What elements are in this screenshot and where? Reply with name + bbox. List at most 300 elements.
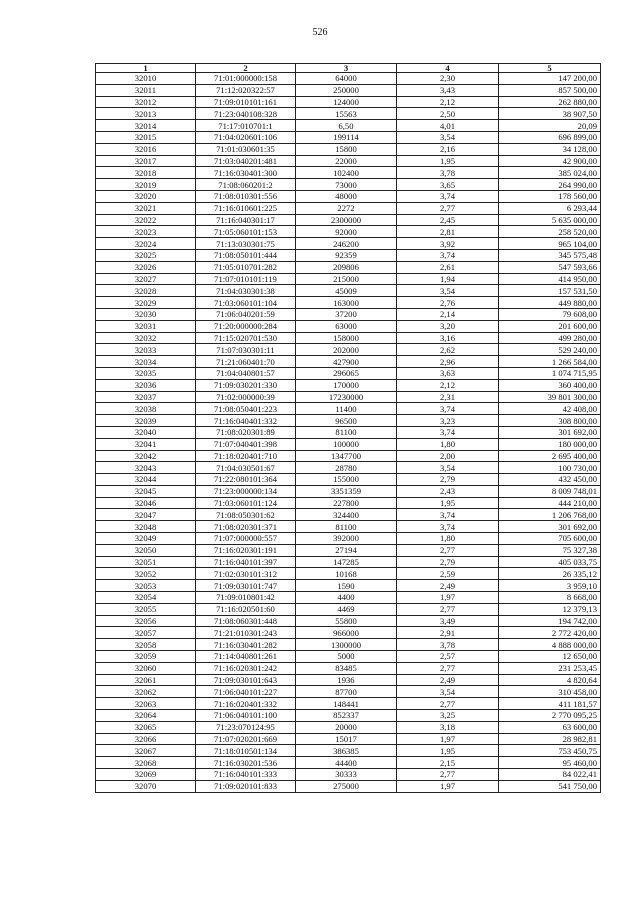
amount-cell: 79 608,00 (499, 308, 601, 320)
cadastral-number-cell: 71:09:030101:747 (196, 580, 296, 592)
cadastral-number-cell: 71:21:010301:243 (196, 627, 296, 639)
cadastral-number-cell: 71:18:020401:710 (196, 450, 296, 462)
row-number-cell: 32024 (96, 238, 196, 250)
area-cell: 324400 (296, 509, 397, 521)
area-cell: 392000 (296, 533, 397, 545)
row-number-cell: 32023 (96, 226, 196, 238)
area-cell: 20000 (296, 721, 397, 733)
area-cell: 1590 (296, 580, 397, 592)
table-header (96, 64, 601, 73)
cadastral-number-cell: 71:09:030101:643 (196, 674, 296, 686)
rate-cell: 2,61 (397, 261, 499, 273)
header-col-4: 4 (397, 64, 499, 73)
row-number-cell: 32018 (96, 167, 196, 179)
row-number-cell: 32035 (96, 367, 196, 379)
table-row (96, 544, 601, 556)
row-number-cell: 32022 (96, 214, 196, 226)
table-row (96, 780, 601, 792)
rate-cell: 3,25 (397, 710, 499, 722)
cadastral-number-cell: 71:09:010801:42 (196, 592, 296, 604)
row-number-cell: 32013 (96, 108, 196, 120)
amount-cell: 258 520,00 (499, 226, 601, 238)
rate-cell: 2,77 (397, 662, 499, 674)
cadastral-number-cell: 71:04:030301:38 (196, 285, 296, 297)
cadastral-number-cell: 71:02:000000:39 (196, 391, 296, 403)
area-cell: 147285 (296, 556, 397, 568)
rate-cell: 2,50 (397, 108, 499, 120)
area-cell: 83485 (296, 662, 397, 674)
amount-cell: 405 033,75 (499, 556, 601, 568)
row-number-cell: 32049 (96, 533, 196, 545)
table-row (96, 84, 601, 96)
area-cell: 227800 (296, 497, 397, 509)
row-number-cell: 32070 (96, 780, 196, 792)
area-cell: 852337 (296, 710, 397, 722)
area-cell: 63000 (296, 320, 397, 332)
area-cell: 1347700 (296, 450, 397, 462)
table-row (96, 190, 601, 202)
page-number: 526 (312, 27, 328, 38)
row-number-cell: 32052 (96, 568, 196, 580)
table-row (96, 214, 601, 226)
table-row (96, 238, 601, 250)
amount-cell: 1 074 715,95 (499, 367, 601, 379)
amount-cell: 42 408,00 (499, 403, 601, 415)
table-row (96, 438, 601, 450)
rate-cell: 2,77 (397, 603, 499, 615)
area-cell: 48000 (296, 190, 397, 202)
amount-cell: 28 982,81 (499, 733, 601, 745)
area-cell: 81100 (296, 521, 397, 533)
area-cell: 4469 (296, 603, 397, 615)
amount-cell: 180 000,00 (499, 438, 601, 450)
row-number-cell: 32031 (96, 320, 196, 332)
cadastral-number-cell: 71:21:060401:70 (196, 356, 296, 368)
rate-cell: 3,74 (397, 521, 499, 533)
row-number-cell: 32058 (96, 639, 196, 651)
rate-cell: 3,20 (397, 320, 499, 332)
amount-cell: 95 460,00 (499, 757, 601, 769)
rate-cell: 2,31 (397, 391, 499, 403)
table-row (96, 485, 601, 497)
table-row (96, 96, 601, 108)
rate-cell: 3,78 (397, 639, 499, 651)
amount-cell: 4 820,64 (499, 674, 601, 686)
table-row (96, 73, 601, 85)
rate-cell: 2,43 (397, 485, 499, 497)
amount-cell: 360 400,00 (499, 379, 601, 391)
row-number-cell: 32037 (96, 391, 196, 403)
table-row (96, 450, 601, 462)
area-cell: 1300000 (296, 639, 397, 651)
amount-cell: 705 600,00 (499, 533, 601, 545)
cadastral-number-cell: 71:23:000000:134 (196, 485, 296, 497)
cadastral-number-cell: 71:01:030601:35 (196, 143, 296, 155)
area-cell: 37200 (296, 308, 397, 320)
amount-cell: 547 593,66 (499, 261, 601, 273)
table-row (96, 403, 601, 415)
area-cell: 92000 (296, 226, 397, 238)
cadastral-number-cell: 71:08:060301:448 (196, 615, 296, 627)
area-cell: 44400 (296, 757, 397, 769)
row-number-cell: 32011 (96, 84, 196, 96)
amount-cell: 100 730,00 (499, 462, 601, 474)
table-row (96, 462, 601, 474)
rate-cell: 2,14 (397, 308, 499, 320)
table-row (96, 556, 601, 568)
area-cell: 55800 (296, 615, 397, 627)
rate-cell: 3,92 (397, 238, 499, 250)
rate-cell: 2,77 (397, 544, 499, 556)
cadastral-number-cell: 71:01:000000:158 (196, 73, 296, 85)
cadastral-number-cell: 71:16:040301:17 (196, 214, 296, 226)
cadastral-number-cell: 71:03:060101:104 (196, 297, 296, 309)
area-cell: 148441 (296, 698, 397, 710)
row-number-cell: 32068 (96, 757, 196, 769)
cadastral-number-cell: 71:16:030401:300 (196, 167, 296, 179)
table-row (96, 332, 601, 344)
row-number-cell: 32027 (96, 273, 196, 285)
cadastral-number-cell: 71:16:020401:332 (196, 698, 296, 710)
cadastral-number-cell: 71:12:020322:57 (196, 84, 296, 96)
area-cell: 27194 (296, 544, 397, 556)
table-row (96, 627, 601, 639)
rate-cell: 1,80 (397, 533, 499, 545)
table-row (96, 367, 601, 379)
row-number-cell: 32040 (96, 426, 196, 438)
amount-cell: 449 880,00 (499, 297, 601, 309)
row-number-cell: 32044 (96, 474, 196, 486)
area-cell: 5000 (296, 651, 397, 663)
rate-cell: 3,74 (397, 509, 499, 521)
header-row (96, 64, 601, 73)
row-number-cell: 32014 (96, 120, 196, 132)
cadastral-number-cell: 71:16:040401:332 (196, 415, 296, 427)
amount-cell: 3 959,10 (499, 580, 601, 592)
row-number-cell: 32019 (96, 179, 196, 191)
amount-cell: 34 128,00 (499, 143, 601, 155)
area-cell: 6,50 (296, 120, 397, 132)
table-row (96, 662, 601, 674)
area-cell: 30333 (296, 769, 397, 781)
amount-cell: 2 695 400,00 (499, 450, 601, 462)
area-cell: 102400 (296, 167, 397, 179)
rate-cell: 3,54 (397, 462, 499, 474)
area-cell: 163000 (296, 297, 397, 309)
rate-cell: 3,43 (397, 84, 499, 96)
amount-cell: 42 900,00 (499, 155, 601, 167)
rate-cell: 1,95 (397, 497, 499, 509)
cadastral-number-cell: 71:16:020501:60 (196, 603, 296, 615)
cadastral-number-cell: 71:05:010701:282 (196, 261, 296, 273)
rate-cell: 3,74 (397, 249, 499, 261)
amount-cell: 1 266 584,00 (499, 356, 601, 368)
rate-cell: 2,49 (397, 580, 499, 592)
amount-cell: 75 327,38 (499, 544, 601, 556)
row-number-cell: 32020 (96, 190, 196, 202)
cadastral-number-cell: 71:07:040401:398 (196, 438, 296, 450)
area-cell: 215000 (296, 273, 397, 285)
amount-cell: 5 635 000,00 (499, 214, 601, 226)
rate-cell: 2,16 (397, 143, 499, 155)
amount-cell: 8 009 748,01 (499, 485, 601, 497)
table-row (96, 710, 601, 722)
area-cell: 2300000 (296, 214, 397, 226)
cadastral-number-cell: 71:04:030501:67 (196, 462, 296, 474)
rate-cell: 2,62 (397, 344, 499, 356)
cadastral-number-cell: 71:03:040201:481 (196, 155, 296, 167)
area-cell: 246200 (296, 238, 397, 250)
row-number-cell: 32029 (96, 297, 196, 309)
cadastral-number-cell: 71:07:030301:11 (196, 344, 296, 356)
rate-cell: 2,79 (397, 556, 499, 568)
table-row (96, 757, 601, 769)
cadastral-number-cell: 71:18:010501:134 (196, 745, 296, 757)
amount-cell: 26 335,12 (499, 568, 601, 580)
table-row (96, 308, 601, 320)
rate-cell: 2,57 (397, 651, 499, 663)
table-row (96, 143, 601, 155)
rate-cell: 1,95 (397, 155, 499, 167)
table-row (96, 733, 601, 745)
row-number-cell: 32030 (96, 308, 196, 320)
row-number-cell: 32012 (96, 96, 196, 108)
cadastral-number-cell: 71:16:040101:397 (196, 556, 296, 568)
rate-cell: 3,63 (397, 367, 499, 379)
area-cell: 3351359 (296, 485, 397, 497)
row-number-cell: 32065 (96, 721, 196, 733)
table-row (96, 745, 601, 757)
row-number-cell: 32062 (96, 686, 196, 698)
table-row (96, 415, 601, 427)
area-cell: 4400 (296, 592, 397, 604)
rate-cell: 3,16 (397, 332, 499, 344)
area-cell: 1936 (296, 674, 397, 686)
row-number-cell: 32016 (96, 143, 196, 155)
amount-cell: 84 022,41 (499, 769, 601, 781)
area-cell: 275000 (296, 780, 397, 792)
cadastral-number-cell: 71:08:010301:556 (196, 190, 296, 202)
row-number-cell: 32069 (96, 769, 196, 781)
row-number-cell: 32025 (96, 249, 196, 261)
table-row (96, 273, 601, 285)
row-number-cell: 32010 (96, 73, 196, 85)
cadastral-number-cell: 71:08:050301:62 (196, 509, 296, 521)
cadastral-number-cell: 71:08:050101:444 (196, 249, 296, 261)
amount-cell: 201 600,00 (499, 320, 601, 332)
rate-cell: 2,96 (397, 356, 499, 368)
area-cell: 199114 (296, 131, 397, 143)
table-row (96, 474, 601, 486)
table-row (96, 521, 601, 533)
amount-cell: 753 450,75 (499, 745, 601, 757)
area-cell: 2272 (296, 202, 397, 214)
row-number-cell: 32064 (96, 710, 196, 722)
rate-cell: 1,97 (397, 780, 499, 792)
table-row (96, 379, 601, 391)
cadastral-number-cell: 71:16:040101:333 (196, 769, 296, 781)
amount-cell: 308 800,00 (499, 415, 601, 427)
table-row (96, 320, 601, 332)
amount-cell: 12 650,00 (499, 651, 601, 663)
table-row (96, 108, 601, 120)
area-cell: 22000 (296, 155, 397, 167)
row-number-cell: 32050 (96, 544, 196, 556)
table-row (96, 674, 601, 686)
row-number-cell: 32054 (96, 592, 196, 604)
area-cell: 100000 (296, 438, 397, 450)
row-number-cell: 32043 (96, 462, 196, 474)
row-number-cell: 32047 (96, 509, 196, 521)
amount-cell: 499 280,00 (499, 332, 601, 344)
cadastral-number-cell: 71:14:040801:261 (196, 651, 296, 663)
amount-cell: 1 206 768,00 (499, 509, 601, 521)
cadastral-number-cell: 71:15:020701:530 (196, 332, 296, 344)
cadastral-number-cell: 71:04:020601:106 (196, 131, 296, 143)
area-cell: 427900 (296, 356, 397, 368)
amount-cell: 414 950,00 (499, 273, 601, 285)
area-cell: 124000 (296, 96, 397, 108)
cadastral-number-cell: 71:08:020301:371 (196, 521, 296, 533)
amount-cell: 541 750,00 (499, 780, 601, 792)
cadastral-number-cell: 71:07:010101:119 (196, 273, 296, 285)
area-cell: 64000 (296, 73, 397, 85)
amount-cell: 147 200,00 (499, 73, 601, 85)
rate-cell: 1,97 (397, 733, 499, 745)
cadastral-number-cell: 71:17:010701:1 (196, 120, 296, 132)
cadastral-number-cell: 71:22:080101:364 (196, 474, 296, 486)
cadastral-number-cell: 71:16:020301:242 (196, 662, 296, 674)
row-number-cell: 32055 (96, 603, 196, 615)
table-row (96, 509, 601, 521)
row-number-cell: 32056 (96, 615, 196, 627)
cadastral-number-cell: 71:23:070124:95 (196, 721, 296, 733)
cadastral-number-cell: 71:16:030201:536 (196, 757, 296, 769)
cadastral-number-cell: 71:16:010601:225 (196, 202, 296, 214)
amount-cell: 178 560,00 (499, 190, 601, 202)
rate-cell: 2,77 (397, 769, 499, 781)
row-number-cell: 32057 (96, 627, 196, 639)
header-col-2: 2 (196, 64, 296, 73)
cadastral-number-cell: 71:23:040108:328 (196, 108, 296, 120)
amount-cell: 301 692,00 (499, 521, 601, 533)
area-cell: 209806 (296, 261, 397, 273)
amount-cell: 63 600,00 (499, 721, 601, 733)
table-row (96, 592, 601, 604)
table-body (96, 73, 601, 793)
table-row (96, 155, 601, 167)
amount-cell: 6 293,44 (499, 202, 601, 214)
row-number-cell: 32039 (96, 415, 196, 427)
cadastral-number-cell: 71:04:040801:57 (196, 367, 296, 379)
area-cell: 158000 (296, 332, 397, 344)
row-number-cell: 32042 (96, 450, 196, 462)
amount-cell: 385 024,00 (499, 167, 601, 179)
rate-cell: 3,23 (397, 415, 499, 427)
table-row (96, 297, 601, 309)
amount-cell: 2 772 420,00 (499, 627, 601, 639)
cadastral-number-cell: 71:08:020301:89 (196, 426, 296, 438)
amount-cell: 264 990,00 (499, 179, 601, 191)
cadastral-number-cell: 71:05:060101:153 (196, 226, 296, 238)
cadastral-number-cell: 71:09:010101:161 (196, 96, 296, 108)
row-number-cell: 32017 (96, 155, 196, 167)
rate-cell: 2,79 (397, 474, 499, 486)
rate-cell: 2,81 (397, 226, 499, 238)
header-col-3: 3 (296, 64, 397, 73)
rate-cell: 3,74 (397, 190, 499, 202)
table-row (96, 167, 601, 179)
amount-cell: 20,09 (499, 120, 601, 132)
row-number-cell: 32041 (96, 438, 196, 450)
cadastral-number-cell: 71:06:040101:227 (196, 686, 296, 698)
cadastral-number-cell: 71:16:030401:282 (196, 639, 296, 651)
table-row (96, 698, 601, 710)
rate-cell: 2,77 (397, 202, 499, 214)
amount-cell: 39 801 300,00 (499, 391, 601, 403)
rate-cell: 2,49 (397, 674, 499, 686)
table-row (96, 568, 601, 580)
row-number-cell: 32028 (96, 285, 196, 297)
rate-cell: 2,12 (397, 96, 499, 108)
table-row (96, 686, 601, 698)
rate-cell: 2,30 (397, 73, 499, 85)
rate-cell: 1,94 (397, 273, 499, 285)
rate-cell: 2,00 (397, 450, 499, 462)
rate-cell: 2,76 (397, 297, 499, 309)
rate-cell: 3,78 (397, 167, 499, 179)
rate-cell: 2,15 (397, 757, 499, 769)
amount-cell: 696 899,00 (499, 131, 601, 143)
rate-cell: 3,54 (397, 285, 499, 297)
rate-cell: 3,54 (397, 131, 499, 143)
table-row (96, 603, 601, 615)
area-cell: 386385 (296, 745, 397, 757)
amount-cell: 8 668,00 (499, 592, 601, 604)
table-row (96, 651, 601, 663)
table-row (96, 533, 601, 545)
cadastral-number-cell: 71:08:060201:2 (196, 179, 296, 191)
cadastral-number-cell: 71:20:000000:284 (196, 320, 296, 332)
rate-cell: 3,74 (397, 426, 499, 438)
amount-cell: 157 531,50 (499, 285, 601, 297)
area-cell: 87700 (296, 686, 397, 698)
row-number-cell: 32066 (96, 733, 196, 745)
table-row (96, 497, 601, 509)
rate-cell: 4,01 (397, 120, 499, 132)
area-cell: 170000 (296, 379, 397, 391)
row-number-cell: 32067 (96, 745, 196, 757)
table-row (96, 226, 601, 238)
rate-cell: 2,45 (397, 214, 499, 226)
row-number-cell: 32034 (96, 356, 196, 368)
rate-cell: 2,77 (397, 698, 499, 710)
area-cell: 81100 (296, 426, 397, 438)
area-cell: 296065 (296, 367, 397, 379)
table-row (96, 580, 601, 592)
amount-cell: 857 500,00 (499, 84, 601, 96)
table-row (96, 615, 601, 627)
rate-cell: 3,49 (397, 615, 499, 627)
table-row (96, 391, 601, 403)
rate-cell: 2,91 (397, 627, 499, 639)
cadastral-number-cell: 71:08:050401:223 (196, 403, 296, 415)
table-row (96, 261, 601, 273)
area-cell: 96500 (296, 415, 397, 427)
rate-cell: 2,12 (397, 379, 499, 391)
row-number-cell: 32015 (96, 131, 196, 143)
amount-cell: 4 888 000,00 (499, 639, 601, 651)
